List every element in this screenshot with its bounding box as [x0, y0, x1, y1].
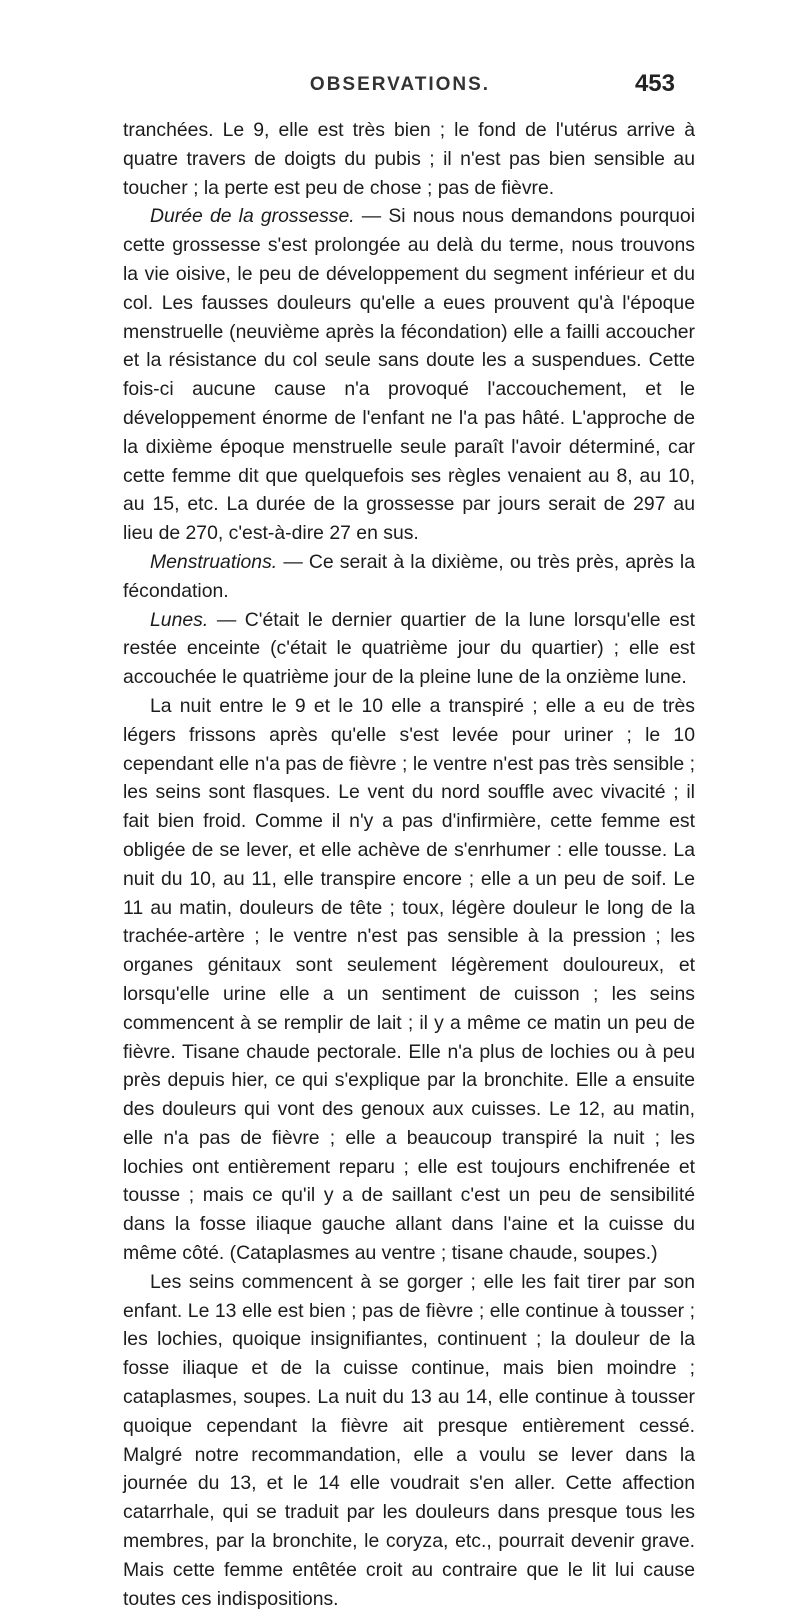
paragraph-text: La nuit entre le 9 et le 10 elle a transpiré ; elle a eu de très légers frissons après qu'elle s'est levée pour uriner ; le 10 cependant elle n'a pas de fièvre ; le ventre n'est pas très sensible ; les seins sont flasques. Le vent du nord souffle avec vivacité ; il fait bien froid. Comme il n'y a pas d'infirmière, cette femme est obligée de se lever, et elle achève de s'enrhumer : elle tousse. La nuit du 10, au 11, elle transpire encore ; elle a un peu de soif. Le 11 au matin, douleurs de tête ; toux, légère douleur le long de la trachée-artère ; le ventre n'est pas sensible à la pression ; les organes génitaux sont seulement légèrement douloureux, et lorsqu'elle urine elle a un sentiment de cuisson ; les seins commencent à se remplir de lait ; il y a même ce matin un peu de fièvre. Tisane chaude pectorale. Elle n'a plus de lochies ou à peu près depuis hier, ce qui s'explique par la bronchite. Elle a ensuite des douleurs qui vont des genoux aux cuisses. Le 12, au matin, elle n'a pas de fièvre ; elle a beaucoup transpiré la nuit ; les lochies ont entièrement reparu ; elle est toujours enchifrenée et tousse ; mais ce qu'il y a de saillant c'est un peu de sensibilité dans la fosse iliaque gauche allant dans l'aine et la cuisse du même côté. (Cataplasmes au ventre ; tisane chaude, soupes.) [123, 694, 695, 1265]
section-heading-duree: Durée de la grossesse. [150, 205, 355, 228]
running-head [0, 70, 800, 100]
body-text [123, 116, 695, 1613]
paragraph-text: Les seins commencent à se gorger ; elle les fait tirer par son enfant. Le 13 elle est bien ; pas de fièvre ; elle continue à tousser ; les lochies, quoique insignifiantes, continuent ; la douleur de la fosse iliaque et de la cuisse continue, mais bien moindre ; cataplasmes, soupes. La nuit du 13 au 14, elle continue à tousser quoique cependant la fièvre ait presque entièrement cessé. Malgré notre recommandation, elle a voulu se lever dans la journée du 13, et le 14 elle voudrait s'en aller. Cette affection catarrhale, qui se traduit par les douleurs dans presque tous les membres, par la bronchite, le coryza, etc., pourrait devenir grave. Mais cette femme entêtée croit au contraire que le lit lui cause toutes ces indispositions. [123, 1270, 695, 1610]
paragraph-text: — C'était le dernier quartier de la lune lorsqu'elle est restée enceinte (c'était le quatrième jour du quartier) ; elle est accouchée le quatrième jour de la pleine lune de la onzième lune. [123, 608, 695, 689]
paragraph-text: — Ce serait à la dixième, ou très près, après la fécondation. [123, 550, 695, 602]
section-heading-menstruations: Menstruations. [150, 550, 278, 573]
running-title: OBSERVATIONS. [309, 74, 491, 95]
paragraph-menstruations [123, 548, 695, 606]
paragraph-lunes [123, 606, 695, 692]
paragraph-nuit-du-9-au-10 [123, 692, 695, 1268]
paragraph-seins [123, 1268, 695, 1613]
paragraph-text: — Si nous nous demandons pourquoi cette grossesse s'est prolongée au delà du terme, nous trouvons la vie oisive, le peu de développement du segment inférieur et du col. Les fausses douleurs qu'elle a eues prouvent qu'à l'époque menstruelle (neuvième après la fécondation) elle a failli accoucher et la résistance du col seule sans doute les a suspendues. Cette fois-ci aucune cause n'a provoqué l'accouchement, et le développement énorme de l'enfant ne l'a pas hâté. L'approche de la dixième époque menstruelle seule paraît l'avoir déterminé, car cette femme dit que quelquefois ses règles venaient au 8, au 10, au 15, etc. La durée de la grossesse par jours serait de 297 au lieu de 270, c'est-à-dire 27 en sus. [123, 205, 696, 545]
paragraph-text: tranchées. Le 9, elle est très bien ; le fond de l'utérus arrive à quatre travers de doigts du pubis ; il n'est pas bien sensible au toucher ; la perte est peu de chose ; pas de fièvre. [123, 119, 695, 199]
paragraph-1 [123, 116, 695, 202]
paragraph-duree-de-la-grossesse [123, 202, 695, 548]
page-number: 453 [634, 70, 675, 97]
section-heading-lunes: Lunes. [150, 608, 209, 631]
